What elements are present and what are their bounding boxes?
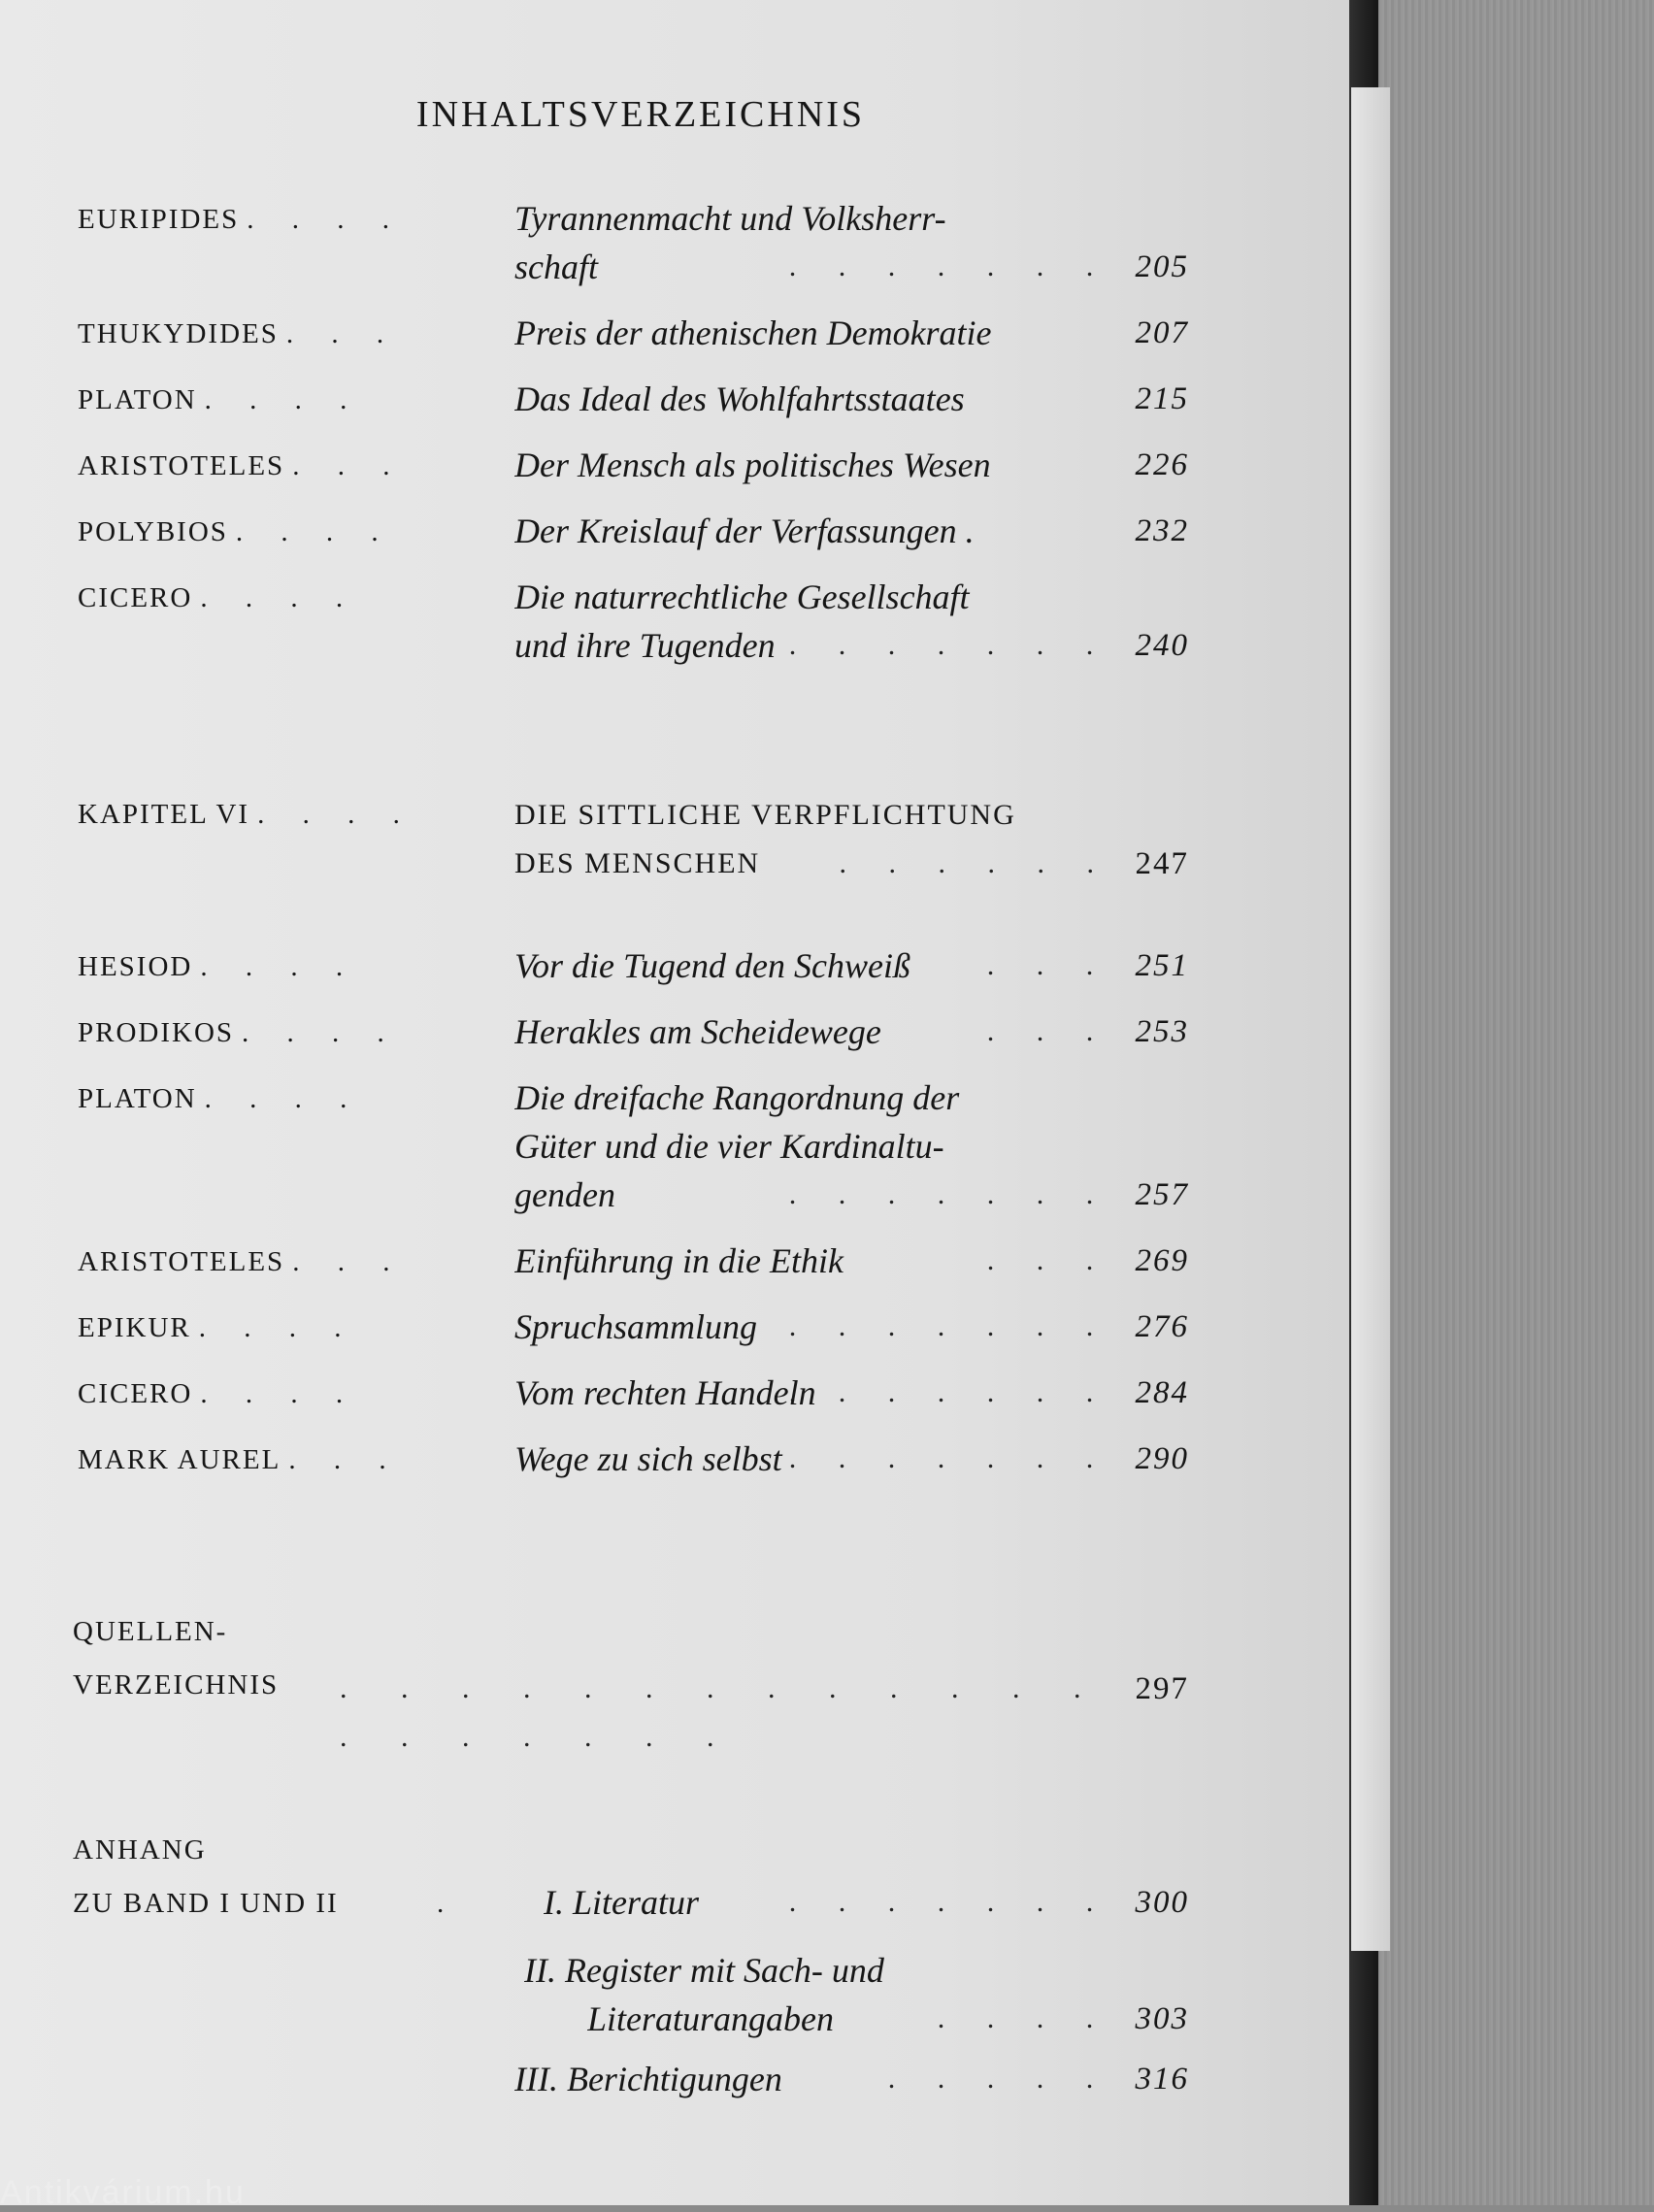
- page-number: 226: [1135, 447, 1189, 482]
- toc-work-title: Der Kreislauf der Verfassungen .: [514, 512, 975, 550]
- toc-author: THUKYDIDES: [78, 318, 279, 349]
- toc-entry: CICERO . . . . Vom rechten Handeln . . . . . . . 284: [78, 1369, 1189, 1417]
- page-number: 247: [1135, 846, 1189, 881]
- toc-entry: EPIKUR . . . . Spruchsammlung . . . . . . . 276: [78, 1303, 1189, 1351]
- page-number: 215: [1135, 381, 1189, 416]
- toc-work-title-cont: schaft: [514, 248, 598, 286]
- page-number: 276: [1135, 1309, 1189, 1344]
- toc-author: ARISTOTELES: [78, 1246, 285, 1277]
- toc-author: EPIKUR: [78, 1312, 191, 1343]
- chapter-title-line: DIE SITTLICHE VERPFLICHTUNG: [514, 799, 1016, 831]
- toc-section-politics: [78, 194, 1189, 687]
- toc-author: POLYBIOS: [78, 516, 228, 547]
- toc-work-title: Preis der athenischen Demokratie: [514, 314, 992, 352]
- toc-work-title: Die dreifache Rangordnung der: [514, 1078, 960, 1117]
- toc-work-title: Die naturrechtliche Gesellschaft: [514, 578, 970, 616]
- page-number: 303: [1135, 2001, 1189, 2036]
- toc-author: ARISTOTELES: [78, 450, 285, 481]
- appendix-item: III. Berichtigungen: [514, 2060, 782, 2098]
- page-number: 316: [1135, 2062, 1189, 2096]
- page-number: 290: [1135, 1441, 1189, 1476]
- toc-entry: ARISTOTELES . . . Einführung in die Ethik . . . 269: [78, 1237, 1189, 1285]
- toc-work-title: Wege zu sich selbst: [514, 1439, 782, 1478]
- page-number: 207: [1135, 315, 1189, 350]
- toc-work-title: Einführung in die Ethik: [514, 1241, 844, 1280]
- appendix-item: II. Register mit Sach- und: [524, 1951, 884, 1990]
- appendix-item-cont: Literaturangaben: [587, 1999, 835, 2038]
- page-number: 240: [1135, 628, 1189, 663]
- bookmark-strip: [1351, 87, 1390, 1951]
- toc-entry: MARK AUREL . . . Wege zu sich selbst . . . . . . . 290: [78, 1435, 1189, 1483]
- page-number: 257: [1135, 1177, 1189, 1212]
- toc-author: MARK AUREL: [78, 1444, 281, 1475]
- toc-entry: PLATON . . . . Das Ideal des Wohlfahrtsstaates 215: [78, 375, 1189, 423]
- toc-work-title-cont: und ihre Tugenden: [514, 626, 776, 665]
- toc-author: HESIOD: [78, 951, 193, 982]
- toc-work-title: Vom rechten Handeln: [514, 1373, 816, 1412]
- toc-entry: ARISTOTELES . . . Der Mensch als politisches Wesen 226: [78, 441, 1189, 489]
- toc-author: PRODIKOS: [78, 1017, 235, 1048]
- chapter-label: KAPITEL VI: [78, 799, 250, 830]
- toc-entry: HESIOD . . . . Vor die Tugend den Schweiß . . . 251: [78, 941, 1189, 990]
- toc-work-title: Der Mensch als politisches Wesen: [514, 446, 991, 484]
- toc-work-title: Vor die Tugend den Schweiß: [514, 946, 910, 985]
- toc-chapter-6: [78, 791, 1189, 888]
- toc-author: PLATON: [78, 1083, 197, 1114]
- toc-entry: PLATON . . . . Die dreifache Rangordnung der Güter und die vier Kardinaltu- genden . . . . . . . 257: [78, 1073, 1189, 1219]
- page-number: 269: [1135, 1243, 1189, 1278]
- sources-label-1: QUELLEN-: [73, 1616, 228, 1647]
- toc-author: CICERO: [78, 582, 193, 613]
- toc-author: PLATON: [78, 384, 197, 415]
- sources-label-2: VERZEICHNIS: [73, 1669, 280, 1700]
- toc-work-title-cont: genden: [514, 1175, 615, 1214]
- toc-work-title: Das Ideal des Wohlfahrtsstaates: [514, 380, 965, 418]
- appendix-label-1: ANHANG: [73, 1834, 207, 1865]
- page-title: INHALTSVERZEICHNIS: [415, 94, 866, 135]
- toc-entry: THUKYDIDES . . . Preis der athenischen Demokratie 207: [78, 309, 1189, 357]
- toc-section-ethics: [78, 941, 1189, 1501]
- toc-work-title: Tyrannenmacht und Volksherr-: [514, 199, 946, 238]
- toc-work-title-cont: Güter und die vier Kardinaltu-: [514, 1127, 944, 1166]
- toc-work-title: Spruchsammlung: [514, 1307, 757, 1346]
- page-number: 205: [1135, 249, 1189, 284]
- page-number: 284: [1135, 1375, 1189, 1410]
- watermark-text: Antikvárium.hu: [0, 2174, 246, 2211]
- page-number: 253: [1135, 1014, 1189, 1049]
- toc-work-title: Herakles am Scheidewege: [514, 1012, 881, 1051]
- chapter-title-line: DES MENSCHEN: [514, 847, 761, 879]
- toc-entry: PRODIKOS . . . . Herakles am Scheidewege . . . 253: [78, 1007, 1189, 1056]
- appendix-label-2: ZU BAND I UND II: [73, 1888, 339, 1919]
- toc-author: CICERO: [78, 1378, 193, 1409]
- page-number: 297: [1135, 1671, 1189, 1706]
- toc-entry: CICERO . . . . Die naturrechtliche Gesellschaft und ihre Tugenden . . . . . . . 240: [78, 573, 1189, 670]
- toc-entry: KAPITEL VI . . . . DIE SITTLICHE VERPFLICHTUNG DES MENSCHEN . . . . . . 247: [78, 791, 1189, 888]
- page-number: 251: [1135, 948, 1189, 983]
- background-surface: [1369, 0, 1654, 2205]
- toc-entry: POLYBIOS . . . . Der Kreislauf der Verfassungen . 232: [78, 507, 1189, 555]
- appendix-item: I. Literatur: [544, 1883, 700, 1922]
- page-number: 232: [1135, 513, 1189, 548]
- book-page: INHALTSVERZEICHNIS EURIPIDES . . . . Tyrannenmacht und Volksherr- schaft . . . . . . . 205 THUKYDIDES . . . Preis der athenischen Demokratie 207 PLATON . . . . Das Ideal des Wohlfahrtsstaates 215 ARISTOTELES . . . Der Mensch als politisches Wesen 226 POLYBIOS . . . . Der Kreislauf der Verfassungen . 232 CICERO . . . . Die naturrechtliche Gesellschaft und ihre Tugenden . . . . . . . 240 KAPITEL VI . . . . DIE SITTLICHE VERPFLICHTUNG DES MENSCHEN . . . . . . 247 HESIOD . . . . Vor die Tugend den Schweiß . . . 251 PRODIKOS . . . . Herakles am Scheidewege . . . 253 PLATON . . . . Die dreifache Rangordnung der Güter und die vier Kardinaltu- genden . . . . . . . 257 ARISTOTELES . . . Einführung in die Ethik . . . 269 EPIKUR . . . . Spruchsammlung . . . . . . . 276 CICERO . . . . Vom rechten Handeln . . . . . . . 284 MARK AUREL . . . Wege zu sich selbst . . . . . . . 290 QUELLEN- VERZEICHNIS . . . . . . . . . . . . . . . . . . . . 297 ANHANG ZU BAND I UND II . I. Literatur . . . . . . . 300 II. Register mit Sach- und Literaturangaben . . . . 303 III. Berichtigungen . . . . . 316 Antikvárium.hu: [0, 0, 1349, 2205]
- toc-entry: EURIPIDES . . . . Tyrannenmacht und Volksherr- schaft . . . . . . . 205: [78, 194, 1189, 291]
- toc-author: EURIPIDES: [78, 204, 240, 235]
- page-number: 300: [1135, 1885, 1189, 1920]
